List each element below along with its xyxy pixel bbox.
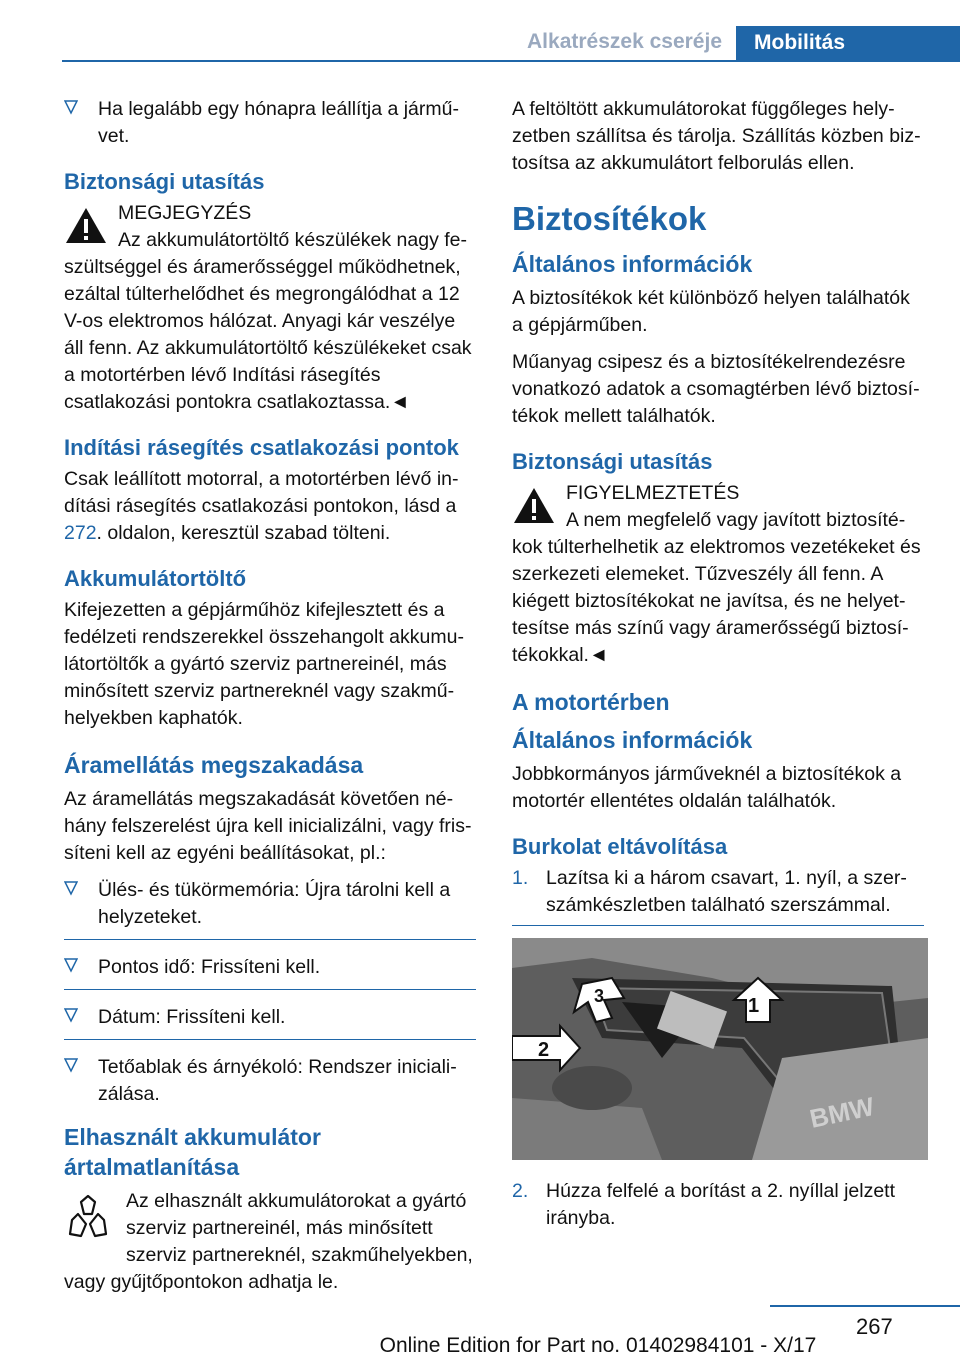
- paragraph-text: . oldalon, keresztül szabad tölteni.: [96, 522, 391, 544]
- arrow-label-1: 1: [748, 995, 760, 1017]
- list-item-text: Ha legalább egy hónapra leállítja a járművet.: [98, 98, 459, 147]
- notice-kind: MEGJEGYZÉS: [118, 202, 252, 224]
- step-text: Húzza felfelé a borítást a 2. nyíllal jelzett irányba.: [546, 1180, 896, 1229]
- list-item: [64, 1054, 476, 1108]
- triangle-bullet-icon: [64, 99, 80, 119]
- step-item: [512, 865, 924, 926]
- list-item-text: Ülés- és tükörmemória: Újra tárolni kell a helyzeteket.: [98, 879, 451, 928]
- notice-kind: FIGYELMEZTETÉS: [566, 482, 740, 504]
- header-chapter-tab[interactable]: Mobilitás: [736, 26, 960, 62]
- engine-bay-figure: [512, 938, 928, 1160]
- notice-text: Az akkumulátortöltő készülékek nagy feszültséggel és áramerősséggel működhetnek, ezáltal túlterhelődhet és megrongálódhat a 12 V-os elektromos hálózat. Anyagi kár veszélye áll fenn. Az akkumulátortöltő készülékeket csak a motortérben lévő Indítási rásegítés csatlakozási pontokra csatlakoztassa.◄: [64, 229, 472, 413]
- fuses-heading: Biztosítékok: [512, 200, 707, 237]
- disposal-text: Az elhasznált akkumulátorokat a gyártó szerviz partnereinél, más minősített szerviz partnereknél, szakműhelyekben, vagy gyűjtőpontokon adhatja le.: [64, 1190, 473, 1293]
- charger-paragraph: Kifejezetten a gépjárműhöz kifejlesztett és a fedélzeti rendszerekkel összehangolt akkumulátortöltők a gyártó szerviz partnereinél, más minősített szerviz partnereknél vagy szakműhelyekben kaphatók.: [64, 599, 464, 729]
- charger-heading: Akkumulátortöltő: [64, 566, 247, 591]
- cover-removal-heading: Burkolat eltávolítása: [512, 834, 728, 859]
- footer-rule: [770, 1305, 960, 1307]
- list-item: [64, 96, 476, 150]
- triangle-bullet-icon: [64, 880, 80, 900]
- disposal-box: [64, 1188, 476, 1296]
- safety-heading-right: Biztonsági utasítás: [512, 449, 713, 474]
- arrow-label-3: 3: [594, 986, 605, 1006]
- list-item: [64, 954, 476, 990]
- general-paragraph-1: A biztosítékok két különböző helyen találhatók a gépjárműben.: [512, 287, 910, 336]
- power-interruption-heading: Áramellátás megszakadása: [64, 752, 364, 778]
- step-text: Lazítsa ki a három csavart, 1. nyíl, a szerszámkészletben található szerszámmal.: [546, 867, 907, 916]
- list-item-text: Dátum: Frissíteni kell.: [98, 1006, 286, 1028]
- step-number: 1.: [512, 867, 529, 889]
- general-info-heading: Általános információk: [512, 251, 753, 277]
- footer-edition: Online Edition for Part no. 01402984101 - X/17: [379, 1334, 817, 1357]
- recycle-icon: [64, 1192, 112, 1248]
- warning-icon: [512, 486, 556, 526]
- jump-start-paragraph: [64, 466, 476, 547]
- left-column: [64, 96, 476, 1306]
- paragraph-text: Csak leállított motorral, a motortérben lévő indítási rásegítés csatlakozási pontokon, lásd a: [64, 468, 459, 517]
- bmw-logo-text: BMW: [807, 1091, 877, 1134]
- triangle-bullet-icon: [64, 1007, 80, 1027]
- right-column: [512, 96, 924, 1244]
- page-number: 267: [856, 1314, 893, 1339]
- engine-general-heading: Általános információk: [512, 727, 753, 753]
- triangle-bullet-icon: [64, 1057, 80, 1077]
- list-item: [64, 1004, 476, 1040]
- engine-paragraph: Jobbkormányos járműveknél a biztosítékok a motortér ellentétes oldalán találhatók.: [512, 763, 902, 812]
- power-interruption-paragraph: Az áramellátás megszakadását követően néhány felszerelést újra kell inicializálni, vagy frissíteni kell az egyéni beállításokat, pl.:: [64, 788, 472, 864]
- list-item-text: Pontos idő: Frissíteni kell.: [98, 956, 321, 978]
- general-paragraph-2: Műanyag csipesz és a biztosítékelrendezésre vonatkozó adatok a csomagtérben lévő biztosítékok mellett találhatók.: [512, 351, 920, 427]
- notice-box: [64, 200, 476, 416]
- warning-icon: [64, 206, 108, 246]
- notice-text: A nem megfelelő vagy javított biztosítékok túlterhelhetik az elektromos vezetékeket és szerkezeti elemeket. Tűzveszély áll fenn. A kiégett biztosítékokat ne javítsa, és ne helyettesítse más színű vagy áramerősségű biztosítékokkal.◄: [512, 509, 921, 666]
- triangle-bullet-icon: [64, 957, 80, 977]
- list-item: [64, 877, 476, 940]
- header-rule: [62, 60, 736, 62]
- disposal-heading: Elhasznált akkumulátor ártalmatlanítása: [64, 1124, 321, 1180]
- engine-bay-heading: A motortérben: [512, 689, 670, 715]
- page-header: [0, 0, 960, 62]
- step-number: 2.: [512, 1180, 529, 1202]
- header-section-title: Alkatrészek cseréje: [527, 30, 722, 53]
- storage-paragraph: A feltöltött akkumulátorokat függőleges helyzetben szállítsa és tárolja. Szállítás közben biztosítsa az akkumulátort felborulás ellen.: [512, 98, 921, 174]
- step-item: [512, 1178, 924, 1232]
- arrow-label-2: 2: [538, 1039, 550, 1061]
- safety-heading: Biztonsági utasítás: [64, 169, 265, 194]
- warning-box: [512, 480, 924, 669]
- page-link[interactable]: 272: [64, 522, 97, 544]
- jump-start-heading: Indítási rásegítés csatlakozási pontok: [64, 435, 459, 460]
- list-item-text: Tetőablak és árnyékoló: Rendszer inicializálása.: [98, 1056, 457, 1105]
